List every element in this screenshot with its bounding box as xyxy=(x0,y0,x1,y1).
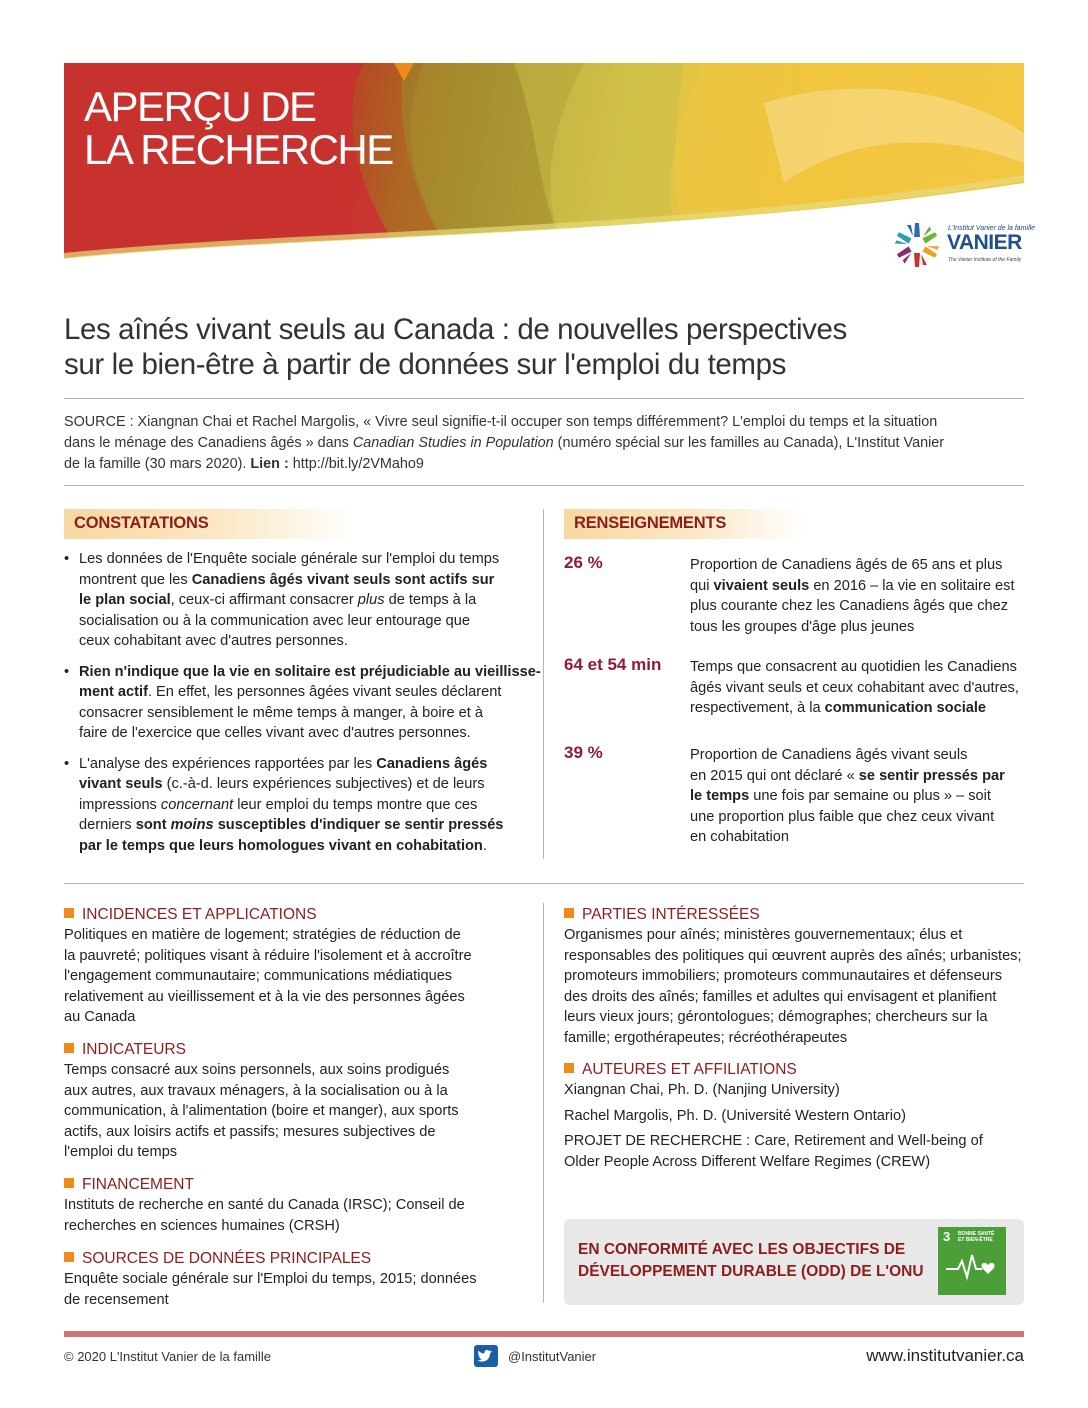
stat-line: Proportion de Canadiens âgés vivant seuls xyxy=(690,747,968,763)
source-text: (numéro spécial sur les familles au Canada), L'Institut Vanier xyxy=(553,435,945,451)
page-title-line: sur le bien-être à partir de données sur l'emploi du temps xyxy=(64,348,786,381)
section-title-text: AUTEURES ET AFFILIATIONS xyxy=(582,1061,797,1078)
bullet-emphasis: ment actif xyxy=(79,684,148,700)
twitter-bird-icon xyxy=(474,1345,498,1367)
constatations-list xyxy=(64,549,541,866)
bullet-line: socialisation ou à la communication avec leur entourage que xyxy=(79,612,471,629)
section-line: de recensement xyxy=(64,1291,169,1308)
square-bullet-icon xyxy=(64,908,74,918)
header-banner xyxy=(64,63,1036,283)
bullet-text: . xyxy=(482,837,487,854)
section-title xyxy=(64,1249,534,1269)
odd-line: DÉVELOPPEMENT DURABLE (ODD) DE L'ONU xyxy=(578,1263,924,1280)
stat-text: respectivement, à la xyxy=(690,700,825,716)
logo-tagline: The Vanier Institute of the Family xyxy=(948,257,1022,263)
stat-description xyxy=(690,745,1005,848)
renseignements-header: RENSEIGNEMENTS xyxy=(574,514,727,532)
divider xyxy=(64,883,1024,884)
source-text: de la famille (30 mars 2020). xyxy=(64,456,251,472)
source-text: dans le ménage des Canadiens âgés » dans xyxy=(64,435,353,451)
odd-box xyxy=(564,1219,1024,1305)
section-line: Organismes pour aînés; ministères gouvernementaux; élus et xyxy=(564,927,963,943)
bullet-emphasis: Canadiens âgés xyxy=(376,755,488,772)
page-title-line: Les aînés vivant seuls au Canada : de nouvelles perspectives xyxy=(64,313,847,346)
footer-copyright: © 2020 L'Institut Vanier de la famille xyxy=(64,1349,271,1364)
section-title-text: INDICATEURS xyxy=(82,1041,186,1058)
footer-rule xyxy=(64,1331,1024,1337)
section-line: Politiques en matière de logement; stratégies de réduction de xyxy=(64,927,461,943)
bullet-line xyxy=(79,815,524,836)
odd-text xyxy=(578,1239,924,1283)
stat-emphasis: le temps xyxy=(690,788,750,804)
bullet-line xyxy=(79,774,524,795)
twitter-icon[interactable] xyxy=(474,1345,498,1367)
bullet-text: de temps à la xyxy=(384,592,477,608)
bullet-text: (c.-à-d. leurs expériences subjectives) et de leurs xyxy=(162,776,485,792)
logo-subtitle: L'Institut Vanier de la famille xyxy=(948,225,1036,232)
section-line: communication, à l'alimentation (boire et manger), aux sports xyxy=(64,1103,459,1119)
section-line: au Canada xyxy=(64,1009,136,1025)
list-item xyxy=(64,754,524,857)
stat-line xyxy=(690,766,1005,787)
column-divider xyxy=(543,509,544,859)
stat-line: tous les groupes d'âge plus jeunes xyxy=(690,618,915,635)
bullet-text: , ceux-ci affirmant consacrer xyxy=(170,592,358,608)
stat-value: 26 % xyxy=(564,553,603,572)
section-line: l'engagement communautaire; communications médiatiques xyxy=(64,968,453,984)
section-line: famille; ergothérapeutes; récréothérapeutes xyxy=(564,1029,848,1046)
column-divider xyxy=(543,903,544,1303)
project-line: PROJET DE RECHERCHE : Care, Retirement and Well-being of xyxy=(564,1133,983,1149)
stat-emphasis: vivaient seuls xyxy=(713,577,810,594)
page-title xyxy=(64,312,1024,382)
stat-emphasis: communication sociale xyxy=(824,700,987,716)
section-title-text: FINANCEMENT xyxy=(82,1176,194,1193)
sdg-label-line: BONNE SANTÉ xyxy=(958,1231,995,1237)
heartbeat-icon xyxy=(938,1227,1006,1295)
source-line xyxy=(64,433,1024,454)
source-link[interactable]: http://bit.ly/2VMaho9 xyxy=(288,456,424,472)
vanier-logo xyxy=(892,221,1036,269)
bullet-emphasis: susceptibles d'indiquer se sentir pressés xyxy=(213,817,504,833)
bullet-line: ceux cohabitant avec d'autres personnes. xyxy=(79,633,348,649)
stat-value: 64 et 54 min xyxy=(564,655,662,674)
section-line: Temps consacré aux soins personnels, aux soins prodigués xyxy=(64,1062,450,1078)
incidences-section xyxy=(64,905,534,1028)
section-line: Instituts de recherche en santé du Canada (IRSC); Conseil de xyxy=(64,1197,465,1213)
section-line: promoteurs immobiliers; promoteurs communautaires et défenseurs xyxy=(564,968,1002,984)
bullet-icon: • xyxy=(64,663,70,680)
bullet-italic: plus xyxy=(357,592,385,608)
parties-section xyxy=(564,905,1034,1048)
section-title xyxy=(64,1040,534,1060)
sdg3-health-icon xyxy=(938,1227,1006,1295)
bullet-line: Les données de l'Enquête sociale générale sur l'emploi du temps xyxy=(79,551,500,567)
bullet-line xyxy=(79,754,524,775)
bullet-emphasis: Rien n'indique que la vie en solitaire est préjudiciable au vieillisse- xyxy=(79,663,541,680)
section-line: aux autres, aux travaux ménagers, à la socialisation ou à la xyxy=(64,1082,448,1099)
indicateurs-section xyxy=(64,1040,534,1163)
section-title-text: SOURCES DE DONNÉES PRINCIPALES xyxy=(82,1250,372,1267)
list-item xyxy=(64,662,541,744)
bullet-text: leur emploi du temps montre que ces xyxy=(233,796,478,813)
divider xyxy=(64,398,1024,399)
stat-line xyxy=(690,576,1015,597)
bullet-emphasis: par le temps que leurs homologues vivant en cohabitation xyxy=(79,837,483,854)
stat-line: en cohabitation xyxy=(690,829,789,845)
section-line: leurs vieux jours; gérontologues; démographes; chercheurs sur la xyxy=(564,1009,988,1025)
bullet-line xyxy=(79,795,524,816)
bullet-text: derniers xyxy=(79,817,136,833)
stat-text: en 2015 qui ont déclaré « xyxy=(690,767,859,784)
stat-line xyxy=(690,698,1019,719)
section-title xyxy=(564,905,1034,925)
source-line: SOURCE : Xiangnan Chai et Rachel Margolis, « Vivre seul signifie-t-il occuper son temps différemment? L'emploi du temps et la situation xyxy=(64,414,938,430)
bullet-line xyxy=(79,682,524,703)
stat-line: Temps que consacrent au quotidien les Canadiens xyxy=(690,659,1017,675)
bullet-emphasis: le plan social xyxy=(79,592,171,608)
sdg-label-line: ET BIEN-ÊTRE xyxy=(958,1237,993,1243)
bullet-emphasis: sont xyxy=(135,817,171,833)
stat-line: plus courante chez les Canadiens âgés que chez xyxy=(690,598,1009,614)
bullet-emphasis-italic: moins xyxy=(170,817,214,833)
bullet-line xyxy=(79,570,524,591)
section-line: la pauvreté; politiques visant à réduire l'isolement et à accroître xyxy=(64,947,472,964)
source-line xyxy=(64,454,1024,475)
journal-name: Canadian Studies in Population xyxy=(352,435,554,451)
stat-line: une proportion plus faible que chez ceux vivant xyxy=(690,808,995,825)
bullet-icon: • xyxy=(64,755,70,772)
section-line: Enquête sociale générale sur l'Emploi du temps, 2015; données xyxy=(64,1271,477,1287)
link-label: Lien : xyxy=(250,456,289,472)
stat-description xyxy=(690,555,1015,637)
odd-line: EN CONFORMITÉ AVEC LES OBJECTIFS DE xyxy=(578,1241,906,1258)
stat-line: âgés vivant seuls et ceux cohabitant avec d'autres, xyxy=(690,679,1019,696)
sources-donnees-section xyxy=(64,1249,534,1310)
vanier-snowflake-icon xyxy=(892,221,942,269)
stat-description xyxy=(690,657,1019,719)
author-line: Xiangnan Chai, Ph. D. (Nanjing University) xyxy=(564,1082,840,1098)
banner-title-line: LA RECHERCHE xyxy=(84,126,393,173)
bullet-line: faire de l'exercice que celles vivant avec d'autres personnes. xyxy=(79,725,471,741)
stat-text: en 2016 – la vie en solitaire est xyxy=(809,577,1015,594)
section-line: responsables des politiques qui œuvrent auprès des aînés; urbanistes; xyxy=(564,947,1022,964)
section-line: actifs, aux loisirs actifs et passifs; mesures subjectives de xyxy=(64,1123,436,1140)
stat-value: 39 % xyxy=(564,743,603,762)
divider xyxy=(64,485,1024,486)
bullet-line xyxy=(79,662,541,683)
auteures-section xyxy=(564,1060,1034,1172)
square-bullet-icon xyxy=(564,908,574,918)
bullet-icon: • xyxy=(64,551,70,567)
section-line: l'emploi du temps xyxy=(64,1144,178,1160)
section-line: relativement au vieillissement et à la vie des personnes âgées xyxy=(64,988,465,1005)
logo-name: VANIER xyxy=(947,231,1022,254)
bullet-emphasis: Canadiens âgés vivant seuls sont actifs sur xyxy=(191,571,495,588)
section-title-text: INCIDENCES ET APPLICATIONS xyxy=(82,906,317,923)
sdg-number: 3 xyxy=(943,1229,951,1244)
bullet-text: montrent que les xyxy=(79,571,192,588)
section-title-text: PARTIES INTÉRESSÉES xyxy=(582,906,760,923)
stat-line xyxy=(690,786,1005,807)
banner-title xyxy=(84,85,393,171)
square-bullet-icon xyxy=(564,1063,574,1073)
section-title xyxy=(564,1060,1034,1080)
banner-title-line: APERÇU DE xyxy=(84,83,316,130)
section-title xyxy=(64,905,534,925)
square-bullet-icon xyxy=(64,1252,74,1262)
constatations-header: CONSTATATIONS xyxy=(74,514,209,532)
bullet-emphasis: vivant seuls xyxy=(79,776,163,792)
bullet-italic: concernant xyxy=(160,796,234,813)
bullet-text: L'analyse des expériences rapportées par les xyxy=(79,755,377,772)
financement-section xyxy=(64,1175,534,1236)
project-line: Older People Across Different Welfare Regimes (CREW) xyxy=(564,1153,931,1170)
bullet-text: . En effet, les personnes âgées vivant seules déclarent xyxy=(147,684,502,700)
section-title xyxy=(64,1175,534,1195)
list-item xyxy=(64,549,524,652)
stat-emphasis: se sentir pressés par xyxy=(858,767,1005,784)
section-line: des droits des aînés; familles et adultes qui envisagent et planifient xyxy=(564,988,997,1005)
stat-text: une fois par semaine ou plus » – soit xyxy=(749,788,991,804)
stat-line: Proportion de Canadiens âgés de 65 ans et plus xyxy=(690,557,1003,573)
bullet-line xyxy=(79,590,524,611)
stat-text: qui xyxy=(690,577,714,594)
source-citation xyxy=(64,412,1024,475)
square-bullet-icon xyxy=(64,1043,74,1053)
author-line: Rachel Margolis, Ph. D. (Université Western Ontario) xyxy=(564,1107,906,1124)
twitter-handle[interactable]: @InstitutVanier xyxy=(508,1349,597,1364)
bullet-line xyxy=(79,836,524,857)
website-link[interactable]: www.institutvanier.ca xyxy=(866,1346,1024,1365)
section-line: recherches en sciences humaines (CRSH) xyxy=(64,1217,340,1234)
square-bullet-icon xyxy=(64,1178,74,1188)
bullet-text: impressions xyxy=(79,796,161,813)
bullet-line: consacrer sensiblement le même temps à manger, à boire et à xyxy=(79,704,483,721)
